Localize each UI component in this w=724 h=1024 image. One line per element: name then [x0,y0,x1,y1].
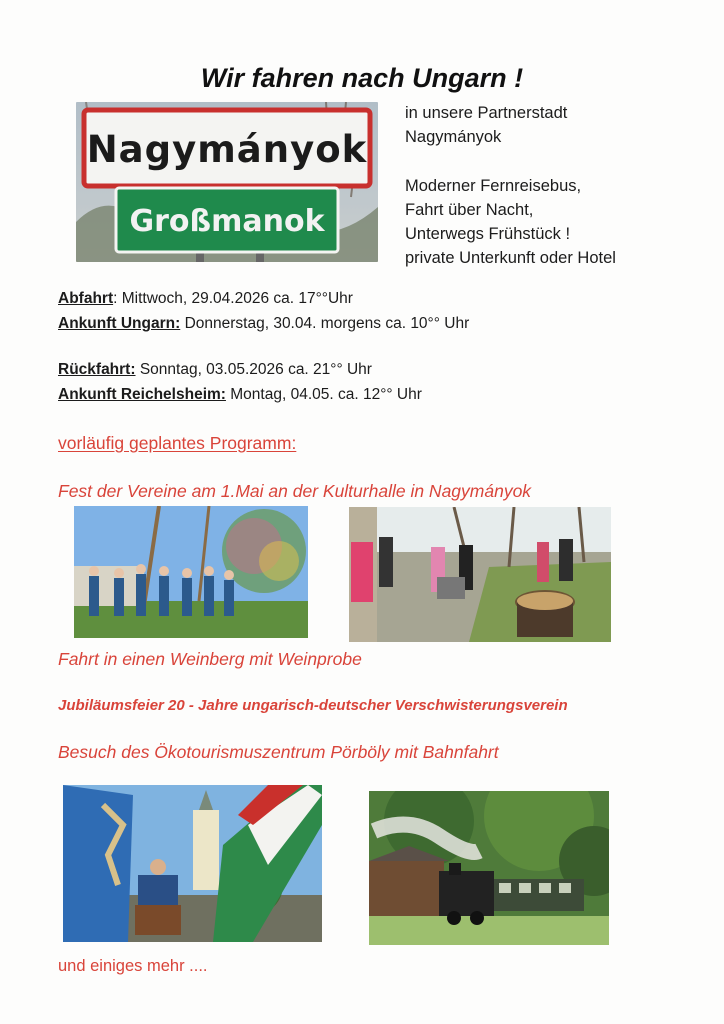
departure-value: : Mittwoch, 29.04.2026 ca. 17°°Uhr [113,290,353,307]
program-item-1: Fest der Vereine am 1.Mai an der Kulturhalle in Nagymányok [58,481,532,501]
program-item-4: Besuch des Ökotourismuszentrum Pörböly mit Bahnfahrt [58,742,499,762]
arrival-home-label: Ankunft Reichelsheim: [58,386,226,403]
flag-procession-photo [63,785,322,942]
program-heading: vorläufig geplantes Programm: [58,433,297,453]
arrival-line [58,315,469,333]
program-item-2: Fahrt in einen Weinberg mit Weinprobe [58,649,362,669]
intro-line-5: Unterwegs Frühstück ! [405,225,571,243]
intro-line-4: Fahrt über Nacht, [405,201,534,219]
return-label: Rückfahrt: [58,361,136,378]
sign-town-name: Nagymányok [86,128,368,171]
intro-line-6: private Unterkunft oder Hotel [405,249,616,267]
cauldron-photo [349,507,611,642]
maypole-photo [74,506,308,638]
intro-line-3: Moderner Fernreisebus, [405,177,582,195]
return-line [58,361,372,379]
closing-line: und einiges mehr .... [58,957,208,975]
intro-text [405,101,705,270]
steam-train-photo [369,791,609,945]
return-value: Sonntag, 03.05.2026 ca. 21°° Uhr [135,361,372,378]
sign-german-name: Großmanok [129,204,325,239]
intro-line-2: Nagymányok [405,128,502,146]
departure-label: Abfahrt [58,290,114,307]
arrival-value: Donnerstag, 30.04. morgens ca. 10°° Uhr [180,315,470,332]
arrival-home-line [58,386,422,404]
page-title: Wir fahren nach Ungarn ! [200,63,524,93]
town-sign-photo [76,102,378,262]
departure-line [58,290,353,308]
program-item-3: Jubiläumsfeier 20 - Jahre ungarisch-deutscher Verschwisterungsverein [58,697,568,714]
arrival-label: Ankunft Ungarn: [58,315,181,332]
intro-line-1: in unsere Partnerstadt [405,104,568,122]
arrival-home-value: Montag, 04.05. ca. 12°° Uhr [225,386,422,403]
